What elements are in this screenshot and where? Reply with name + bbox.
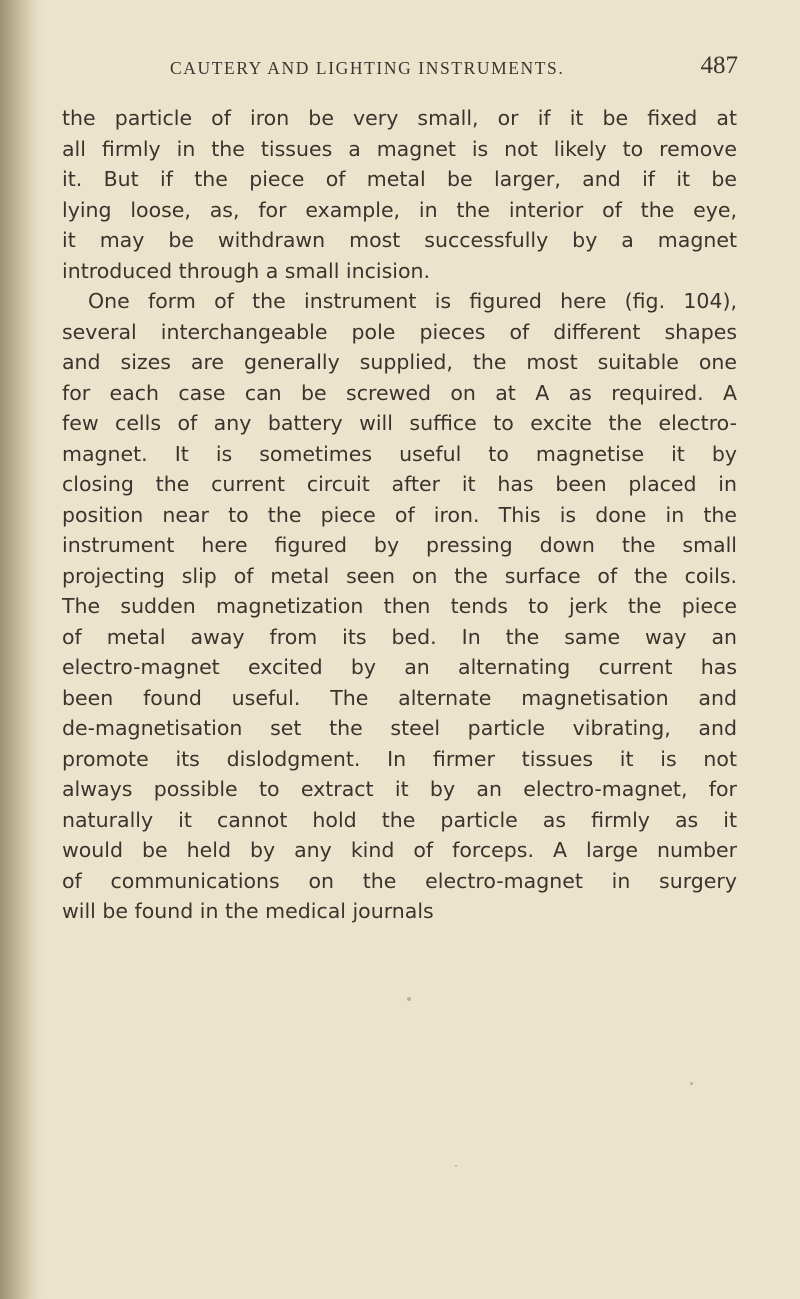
- text-line: de-magnetisation set the steel particle vibrating, and: [62, 716, 737, 740]
- paper-speck: [690, 1082, 693, 1085]
- text-line: it. But if the piece of metal be larger, and if it be: [62, 167, 737, 191]
- text-line: projecting slip of metal seen on the surface of the coils.: [62, 563, 737, 588]
- text-line: it may be withdrawn most successfully by a magnet: [62, 228, 737, 252]
- text-line: for each case can be screwed on at A as required. A: [62, 380, 737, 405]
- text-line: several interchangeable pole pieces of different shapes: [62, 319, 737, 344]
- text-line: The sudden magnetization then tends to jerk the piece: [62, 594, 737, 618]
- text-line: position near to the piece of iron. This is done in the: [62, 502, 737, 527]
- body-text: [62, 103, 737, 927]
- text-line: would be held by any kind of forceps. A large number: [62, 838, 737, 862]
- page-header: [170, 52, 740, 92]
- text-line: few cells of any battery will suffice to excite the electro-: [62, 411, 737, 435]
- text-line: lying loose, as, for example, in the interior of the eye,: [62, 197, 737, 222]
- text-line: electro-magnet excited by an alternating current has: [62, 655, 737, 679]
- text-line: introduced through a small incision.: [62, 258, 431, 283]
- text-line: of metal away from its bed. In the same way an: [62, 624, 737, 649]
- text-line: all firmly in the tissues a magnet is not likely to remove: [62, 136, 737, 161]
- text-line: always possible to extract it by an electro-magnet, for: [62, 777, 737, 801]
- paper-speck: [455, 1165, 457, 1167]
- text-line: promote its dislodgment. In firmer tissues it is not: [62, 746, 737, 771]
- text-line: the particle of iron be very small, or if it be fixed at: [62, 106, 737, 130]
- text-line: closing the current circuit after it has been placed in: [62, 472, 737, 496]
- text-line: and sizes are generally supplied, the most suitable one: [62, 350, 737, 374]
- book-spine-shadow: [0, 0, 40, 1299]
- text-line: of communications on the electro-magnet in surgery: [62, 868, 737, 893]
- text-line: instrument here figured by pressing down the small: [62, 533, 737, 557]
- text-line: been found useful. The alternate magnetisation and: [62, 685, 737, 710]
- text-line: magnet. It is sometimes useful to magnetise it by: [62, 441, 737, 466]
- page-number: 487: [700, 52, 738, 79]
- text-line: One form of the instrument is figured here (fig. 104),: [88, 289, 737, 313]
- text-line: will be found in the medical journals: [62, 899, 434, 923]
- text-line: naturally it cannot hold the particle as firmly as it: [62, 807, 737, 832]
- paper-speck: [407, 997, 411, 1001]
- running-head: CAUTERY AND LIGHTING INSTRUMENTS.: [170, 58, 565, 78]
